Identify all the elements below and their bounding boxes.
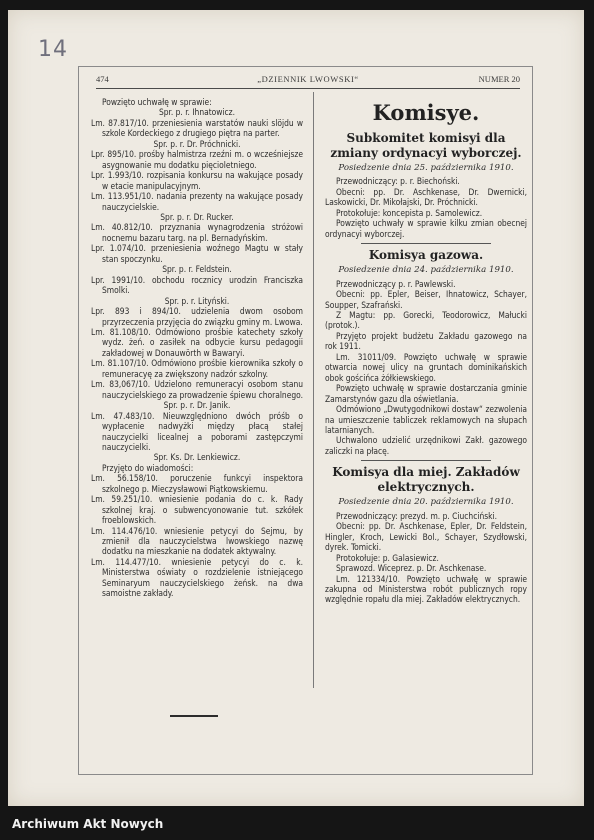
left-paragraph: Spr. p. r. Ihnatowicz. (158, 107, 236, 118)
left-paragraph: Lm. 113.951/10. nadania prezenty na wakujące posady nauczycielskie. (91, 191, 303, 212)
section-heading: Komisya gazowa. (368, 248, 484, 263)
section-paragraph: Przewodniczący: p. r. Biechoński. (336, 176, 460, 187)
archive-name: Archiwum Akt Nowych (12, 817, 164, 831)
section-paragraph: Przewodniczący: prezyd. m. p. Ciuchciński. (336, 510, 497, 521)
section-paragraph: Lm. 31011/09. Powzięto uchwałę w sprawie otwarcia nowej ulicy na gruntach dominikańskich obok gościńca żółkiewskiego. (325, 351, 527, 383)
left-paragraph: Spr. p. r. Dr. Janik. (163, 400, 231, 411)
section-paragraph: Obecni: pp. Dr. Aschkenase, Epler, Dr. Feldstein, Hingler, Kroch, Lewicki Bol., Schayer, Szydłowski, dyrek. Tomicki. (325, 521, 527, 553)
left-paragraph: Przyjęto do wiadomości: (102, 462, 194, 473)
session-date: Posiedzenie dnia 20. października 1910. (338, 497, 514, 508)
left-paragraph: Lm. 40.812/10. przyznania wynagrodzenia stróżowi nocnemu bazaru targ. na pl. Bernadyńskim. (91, 222, 303, 243)
section-heading: Komisya dla miej. Zakładów elektrycznych. (332, 465, 520, 495)
left-paragraph: Spr. p. r. Dr. Rucker. (160, 211, 234, 222)
session-date: Posiedzenie dnia 24. października 1910. (338, 265, 514, 276)
column-divider (313, 92, 314, 688)
section-separator (361, 460, 491, 461)
left-paragraph: Lpr. 1.074/10. przeniesienia woźnego Magtu w stały stan spoczynku. (91, 243, 303, 264)
left-paragraph: Lm. 56.158/10. poruczenie funkcyi inspektora szkolnego p. Mieczysławowi Piątkowskiemu. (91, 473, 303, 494)
left-paragraph: Spr. p. r. Feldstein. (162, 264, 232, 275)
section-paragraph: Protokołuje: p. Galasiewicz. (336, 552, 439, 563)
left-paragraph: Lm. 114.477/10. wniesienie petycyi do c. k. Ministerstwa oświaty o rozdzielenie istniejącego Seminaryum nauczycielskiego żeńsk. na dwa samoistne zakłady. (91, 556, 303, 599)
left-paragraph: Powzięto uchwałę w sprawie: (102, 97, 212, 107)
section-paragraph: Powzięto uchwałę w sprawie dostarczania gminie Zamarstynów gazu dla oświetlania. (325, 383, 527, 404)
issue-number: NUMER 20 (478, 74, 520, 84)
section-separator (361, 243, 491, 244)
left-paragraph: Lpr. 1.993/10. rozpisania konkursu na wakujące posady w etacie manipulacyjnym. (91, 170, 303, 191)
left-column (91, 97, 303, 599)
section-paragraph: Odmówiono „Dwutygodnikowi dostaw“ zezwolenia na umieszczenie tabliczek reklamowych na słupach latarnianych. (325, 404, 527, 435)
session-date: Posiedzenie dnia 25. października 1910. (338, 163, 514, 173)
section-heading: Subkomitet komisyi dla zmiany ordynacyi wyborczej. (330, 131, 522, 160)
section-paragraph: Powzięto uchwały w sprawie kilku zmian obecnej ordynacyi wyborczej. (325, 218, 527, 239)
left-paragraph: Spr. p. r. Dr. Próchnicki. (153, 138, 241, 149)
page-number: 474 (96, 74, 109, 84)
left-paragraph: Lm. 59.251/10. wniesienie podania do c. k. Rady szkolnej kraj. o subwencyonowanie tut. szkółek froeblowskich. (91, 494, 303, 526)
running-header (96, 74, 520, 88)
section-paragraph: Z Magtu: pp. Gorecki, Teodorowicz, Małucki (protok.). (325, 309, 527, 331)
section-paragraph: Obecni: pp. Dr. Aschkenase, Dr. Dwernicki, Laskowicki, Dr. Mikołajski, Dr. Próchnicki. (325, 186, 527, 208)
komisye-title: Komisye. (372, 100, 480, 125)
left-paragraph: Lm. 83,067/10. Udzielono remuneracyi osobom stanu nauczycielskiego za prowadzenie śpiewu choralnego. (91, 379, 303, 400)
left-paragraph: Lm. 47.483/10. Nieuwzględniono dwóch próśb o wypłacenie nadwyżki między płacą stałej nauczycielki licealnej a poborami zastępczymi nauczycielki. (91, 410, 303, 452)
left-paragraph: Spr. p. r. Lityński. (164, 295, 230, 306)
left-paragraph: Lpr. 893 i 894/10. udzielenia dwom osobom przyrzeczenia przyjęcia do związku gminy m. Lwowa. (91, 306, 303, 327)
journal-title: „DZIENNIK LWOWSKI“ (257, 74, 359, 84)
left-paragraph: Lpr. 1991/10. obchodu rocznicy urodzin Franciszka Smolki. (91, 274, 303, 296)
end-rule (170, 715, 218, 717)
header-rule (96, 88, 520, 89)
section-paragraph: Lm. 121334/10. Powzięto uchwałę w sprawie zakupna od Ministerstwa robót publicznych ropy względnie ropału dla miej. Zakładów elektrycznych. (325, 573, 527, 605)
left-paragraph: Lpr. 895/10. prośby halmistrza rzeźni m. o wcześniejsze asygnowanie mu dodatku pięcioletniego. (91, 149, 303, 170)
left-paragraph: Lm. 87.817/10. przeniesienia warstatów nauki slöjdu w szkole Kordeckiego z drugiego piętra na parter. (91, 117, 303, 139)
left-paragraph: Lm. 114.476/10. wniesienie petycyi do Sejmu, by zmienił dla nauczycielstwa lwowskiego nazwę dodatku na mieszkanie na dodatek aktywalny. (91, 525, 303, 557)
left-paragraph: Lm. 81.108/10. Odmówiono prośbie katechety szkoły wydz. żeń. o zasiłek na odbycie kursu pedagogii zakładowej w Donauwörth w Bawaryi. (91, 326, 303, 358)
section-paragraph: Uchwalono udzielić urzędnikowi Zakł. gazowego zaliczki na płacę. (325, 435, 527, 456)
archive-footer (0, 812, 594, 840)
section-paragraph: Przyjęto projekt budżetu Zakładu gazowego na rok 1911. (325, 330, 527, 352)
pencil-page-number: 14 (38, 37, 68, 62)
section-paragraph: Obecni: pp. Epler, Beiser, Ihnatowicz, Schayer, Soupper, Szafrański. (325, 289, 527, 310)
section-paragraph: Protokołuje: koncepista p. Samolewicz. (336, 207, 483, 218)
section-paragraph: Przewodniczący p. r. Pawlewski. (336, 278, 456, 289)
section-paragraph: Sprawozd. Wiceprez. p. Dr. Aschkenase. (336, 563, 487, 574)
left-paragraph: Spr. Ks. Dr. Lenkiewicz. (153, 452, 241, 463)
committee-sections (325, 131, 527, 605)
right-column (325, 100, 527, 605)
left-paragraph: Lm. 81.107/10. Odmówiono prośbie kierownika szkoły o remuneracyę za zwiększony nadzór szkolny. (91, 358, 303, 379)
